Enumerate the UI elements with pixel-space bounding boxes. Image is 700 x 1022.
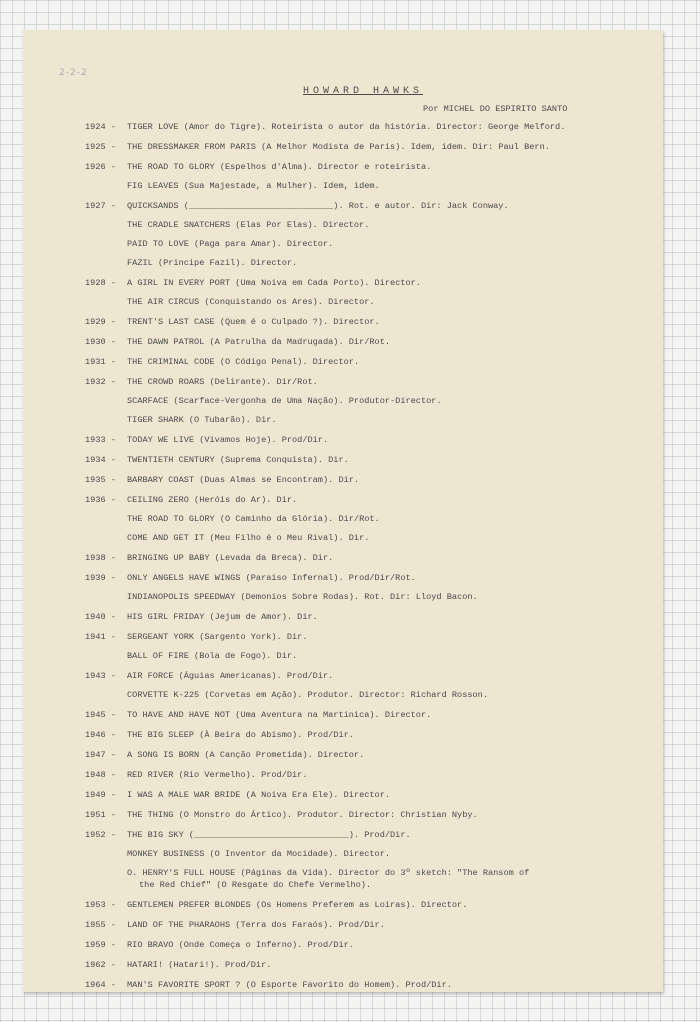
- entry-text: THE CROWD ROARS (Delirante). Dir/Rot.: [127, 377, 318, 387]
- entry-year: 1951 -: [85, 810, 116, 820]
- entry-text: O. HENRY'S FULL HOUSE (Páginas da Vida). Director do 3º sketch: "The Ransom of: [127, 868, 530, 878]
- typewritten-sheet: [23, 30, 663, 992]
- filmography-entry: [85, 848, 645, 860]
- entry-year: 1959 -: [85, 940, 116, 950]
- entry-year: 1943 -: [85, 671, 116, 681]
- filmography-entry: [85, 729, 645, 741]
- entry-text: THE THING (O Monstro do Ártico). Produtor. Director: Christian Nyby.: [127, 810, 478, 820]
- filmography-list: [85, 121, 645, 991]
- filmography-entry: [85, 434, 645, 446]
- entry-year: 1930 -: [85, 337, 116, 347]
- entry-text: ONLY ANGELS HAVE WINGS (Paraiso Infernal). Prod/Dir/Rot.: [127, 573, 416, 583]
- entry-text: HIS GIRL FRIDAY (Jejum de Amor). Dir.: [127, 612, 318, 622]
- filmography-entry: [85, 709, 645, 721]
- entry-year: 1945 -: [85, 710, 116, 720]
- filmography-entry: [85, 919, 645, 931]
- filmography-entry: [85, 200, 645, 212]
- filmography-entry: [85, 532, 645, 544]
- filmography-entry: [85, 513, 645, 525]
- entry-text: FIG LEAVES (Sua Majestade, a Mulher). Idem, idem.: [127, 181, 380, 191]
- filmography-entry: [85, 809, 645, 821]
- entry-text: FAZIL (Principe Fazil). Director.: [127, 258, 298, 268]
- filmography-entry: [85, 591, 645, 603]
- entry-year: 1952 -: [85, 830, 116, 840]
- entry-text: MAN'S FAVORITE SPORT ? (O Esporte Favorito do Homem). Prod/Dir.: [127, 980, 452, 990]
- entry-text: TIGER LOVE (Amor do Tigre). Roteirista o autor da história. Director: George Melford.: [127, 122, 566, 132]
- entry-text: SERGEANT YORK (Sargento York). Dir.: [127, 632, 308, 642]
- entry-year: 1941 -: [85, 632, 116, 642]
- entry-text: THE ROAD TO GLORY (Espelhos d'Alma). Director e roteirista.: [127, 162, 432, 172]
- filmography-entry: [85, 789, 645, 801]
- filmography-entry: [85, 180, 645, 192]
- entry-text: THE BIG SKY (______________________________). Prod/Dir.: [127, 830, 411, 840]
- entry-text: RIO BRAVO (Onde Começa o Inferno). Prod/Dir.: [127, 940, 354, 950]
- byline: Por MICHEL DO ESPIRITO SANTO: [423, 104, 568, 114]
- entry-text: TWENTIETH CENTURY (Suprema Conquista). Dir.: [127, 455, 349, 465]
- filmography-entry: [85, 867, 645, 891]
- entry-text: I WAS A MALE WAR BRIDE (A Noiva Era Ele). Director.: [127, 790, 391, 800]
- entry-text: LAND OF THE PHARAOHS (Terra dos Faraós). Prod/Dir.: [127, 920, 385, 930]
- entry-year: 1924 -: [85, 122, 116, 132]
- entry-text: SCARFACE (Scarface-Vergonha de Uma Nação). Produtor-Director.: [127, 396, 442, 406]
- entry-year: 1926 -: [85, 162, 116, 172]
- filmography-entry: [85, 572, 645, 584]
- entry-text: BALL OF FIRE (Bola de Fogo). Dir.: [127, 651, 298, 661]
- page-title: HOWARD HAWKS: [302, 86, 423, 97]
- filmography-entry: [85, 631, 645, 643]
- filmography-entry: [85, 296, 645, 308]
- filmography-entry: [85, 316, 645, 328]
- entry-text: MONKEY BUSINESS (O Inventor da Mocidade). Director.: [127, 849, 391, 859]
- entry-year: 1947 -: [85, 750, 116, 760]
- entry-text: BARBARY COAST (Duas Almas se Encontram). Dir.: [127, 475, 360, 485]
- entry-text: THE DRESSMAKER FROM PARIS (A Melhor Modista de Paris). Idem, idem. Dir: Paul Bern.: [127, 142, 550, 152]
- entry-text: PAID TO LOVE (Paga para Amar). Director.: [127, 239, 334, 249]
- entry-year: 1953 -: [85, 900, 116, 910]
- entry-text: TIGER SHARK (O Tubarão). Dir.: [127, 415, 277, 425]
- filmography-entry: [85, 121, 645, 133]
- entry-year: 1928 -: [85, 278, 116, 288]
- filmography-entry: [85, 454, 645, 466]
- entry-year: 1931 -: [85, 357, 116, 367]
- entry-year: 1934 -: [85, 455, 116, 465]
- entry-text-continuation: the Red Chief" (O Resgate do Chefe Vermelho).: [139, 880, 372, 890]
- entry-year: 1936 -: [85, 495, 116, 505]
- entry-text: QUICKSANDS (____________________________). Rot. e autor. Dir: Jack Conway.: [127, 201, 509, 211]
- entry-text: CORVETTE K-225 (Corvetas em Ação). Produtor. Director: Richard Rosson.: [127, 690, 488, 700]
- filmography-entry: [85, 552, 645, 564]
- filmography-entry: [85, 474, 645, 486]
- filmography-entry: [85, 689, 645, 701]
- filmography-entry: [85, 611, 645, 623]
- filmography-entry: [85, 277, 645, 289]
- entry-year: 1932 -: [85, 377, 116, 387]
- entry-text: TODAY WE LIVE (Vivamos Hoje). Prod/Dir.: [127, 435, 329, 445]
- entry-year: 1949 -: [85, 790, 116, 800]
- entry-year: 1946 -: [85, 730, 116, 740]
- filmography-entry: [85, 376, 645, 388]
- entry-year: 1929 -: [85, 317, 116, 327]
- filmography-entry: [85, 141, 645, 153]
- filmography-entry: [85, 670, 645, 682]
- filmography-entry: [85, 769, 645, 781]
- filmography-entry: [85, 650, 645, 662]
- entry-text: THE BIG SLEEP (À Beira do Abismo). Prod/Dir.: [127, 730, 354, 740]
- entry-text: TRENT'S LAST CASE (Quem é o Culpado ?). Director.: [127, 317, 380, 327]
- pencil-mark: 2-2-2: [59, 68, 88, 78]
- filmography-entry: [85, 238, 645, 250]
- entry-text: AIR FORCE (Águias Americanas). Prod/Dir.: [127, 671, 334, 681]
- filmography-entry: [85, 749, 645, 761]
- entry-text: THE DAWN PATROL (A Patrulha da Madrugada). Dir/Rot.: [127, 337, 391, 347]
- entry-text: THE CRIMINAL CODE (O Código Penal). Director.: [127, 357, 360, 367]
- filmography-entry: [85, 161, 645, 173]
- entry-year: 1927 -: [85, 201, 116, 211]
- filmography-entry: [85, 899, 645, 911]
- filmography-entry: [85, 336, 645, 348]
- entry-text: INDIANOPOLIS SPEEDWAY (Demonios Sobre Rodas). Rot. Dir: Lloyd Bacon.: [127, 592, 478, 602]
- entry-text: TO HAVE AND HAVE NOT (Uma Aventura na Martinica). Director.: [127, 710, 432, 720]
- filmography-entry: [85, 395, 645, 407]
- filmography-entry: [85, 829, 645, 841]
- filmography-entry: [85, 219, 645, 231]
- entry-text: HATARI! (Hatari!). Prod/Dir.: [127, 960, 272, 970]
- entry-year: 1948 -: [85, 770, 116, 780]
- entry-text: COME AND GET IT (Meu Filho é o Meu Rival). Dir.: [127, 533, 370, 543]
- entry-text: GENTLEMEN PREFER BLONDES (Os Homens Preferem as Loiras). Director.: [127, 900, 468, 910]
- entry-year: 1964 -: [85, 980, 116, 990]
- filmography-entry: [85, 939, 645, 951]
- entry-text: A GIRL IN EVERY PORT (Uma Noiva em Cada Porto). Director.: [127, 278, 421, 288]
- entry-text: BRINGING UP BABY (Levada da Breca). Dir.: [127, 553, 334, 563]
- filmography-entry: [85, 959, 645, 971]
- entry-year: 1955 -: [85, 920, 116, 930]
- entry-text: RED RIVER (Rio Vermelho). Prod/Dir.: [127, 770, 308, 780]
- filmography-entry: [85, 494, 645, 506]
- entry-year: 1939 -: [85, 573, 116, 583]
- entry-year: 1925 -: [85, 142, 116, 152]
- filmography-entry: [85, 414, 645, 426]
- entry-year: 1938 -: [85, 553, 116, 563]
- entry-text: CEILING ZERO (Heróis do Ar). Dir.: [127, 495, 298, 505]
- entry-text: THE ROAD TO GLORY (O Caminho da Glória). Dir/Rot.: [127, 514, 380, 524]
- entry-year: 1962 -: [85, 960, 116, 970]
- filmography-entry: [85, 356, 645, 368]
- filmography-entry: [85, 257, 645, 269]
- entry-text: THE AIR CIRCUS (Conquistando os Ares). Director.: [127, 297, 375, 307]
- filmography-entry: [85, 979, 645, 991]
- entry-year: 1940 -: [85, 612, 116, 622]
- entry-text: THE CRADLE SNATCHERS (Elas Por Elas). Director.: [127, 220, 370, 230]
- entry-text: A SONG IS BORN (A Canção Prometida). Director.: [127, 750, 365, 760]
- entry-year: 1933 -: [85, 435, 116, 445]
- entry-year: 1935 -: [85, 475, 116, 485]
